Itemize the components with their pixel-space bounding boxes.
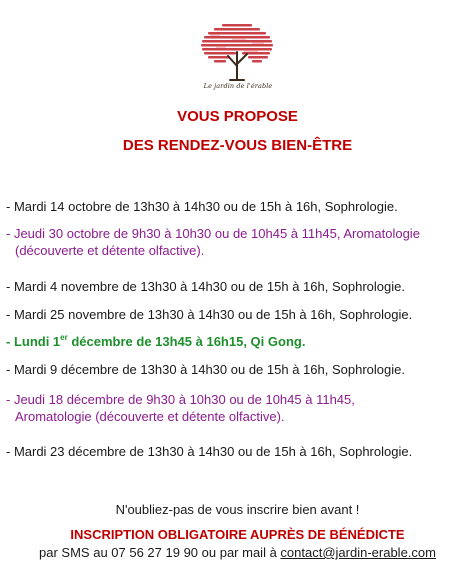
event-text: décembre de 13h45 à 16h15, Qi Gong. bbox=[67, 334, 306, 349]
heading-rendez-vous: DES RENDEZ-VOUS BIEN-ÊTRE bbox=[122, 137, 353, 154]
event-item bbox=[6, 198, 472, 215]
logo-caption: Le jardin de l'érable bbox=[203, 82, 273, 90]
event-line: - Mardi 14 octobre de 13h30 à 14h30 ou de 15h à 16h, Sophrologie. bbox=[6, 199, 398, 214]
event-line: - Mardi 9 décembre de 13h30 à 14h30 ou de 15h à 16h, Sophrologie. bbox=[6, 362, 405, 377]
inscription-notice: INSCRIPTION OBLIGATOIRE AUPRÈS DE BÉNÉDICTE bbox=[70, 527, 405, 542]
event-line: - Jeudi 18 décembre de 9h30 à 10h30 ou de 10h45 à 11h45, bbox=[6, 392, 355, 407]
maple-tree-icon bbox=[192, 22, 284, 84]
contact-text: par SMS au 07 56 27 19 90 ou par mail à bbox=[39, 545, 281, 560]
ordinal-suffix: er bbox=[60, 332, 68, 342]
event-line: - Mardi 4 novembre de 13h30 à 14h30 ou de 15h à 16h, Sophrologie. bbox=[6, 279, 405, 294]
reminder-text: N'oubliez-pas de vous inscrire bien avant ! bbox=[115, 502, 360, 517]
event-item bbox=[6, 443, 472, 460]
logo bbox=[192, 22, 284, 98]
event-text: - Lundi 1 bbox=[6, 334, 61, 349]
event-line-continued: Aromatologie (découverte et détente olfactive). bbox=[15, 409, 285, 424]
event-item bbox=[6, 333, 472, 350]
event-item bbox=[6, 306, 472, 323]
event-item bbox=[6, 361, 472, 378]
event-line-continued: (découverte et détente olfactive). bbox=[15, 243, 205, 258]
event-line bbox=[6, 333, 472, 350]
event-line: - Mardi 23 décembre de 13h30 à 14h30 ou de 15h à 16h, Sophrologie. bbox=[6, 444, 413, 459]
contact-line bbox=[0, 545, 475, 560]
event-item bbox=[6, 391, 472, 425]
event-item bbox=[6, 278, 472, 295]
event-line: - Jeudi 30 octobre de 9h30 à 10h30 ou de 10h45 à 11h45, Aromatologie bbox=[6, 226, 420, 241]
heading-vous-propose: VOUS PROPOSE bbox=[177, 108, 298, 125]
event-line: - Mardi 25 novembre de 13h30 à 14h30 ou de 15h à 16h, Sophrologie. bbox=[6, 307, 413, 322]
email-link[interactable]: contact@jardin-erable.com bbox=[280, 545, 436, 560]
event-item bbox=[6, 225, 472, 259]
